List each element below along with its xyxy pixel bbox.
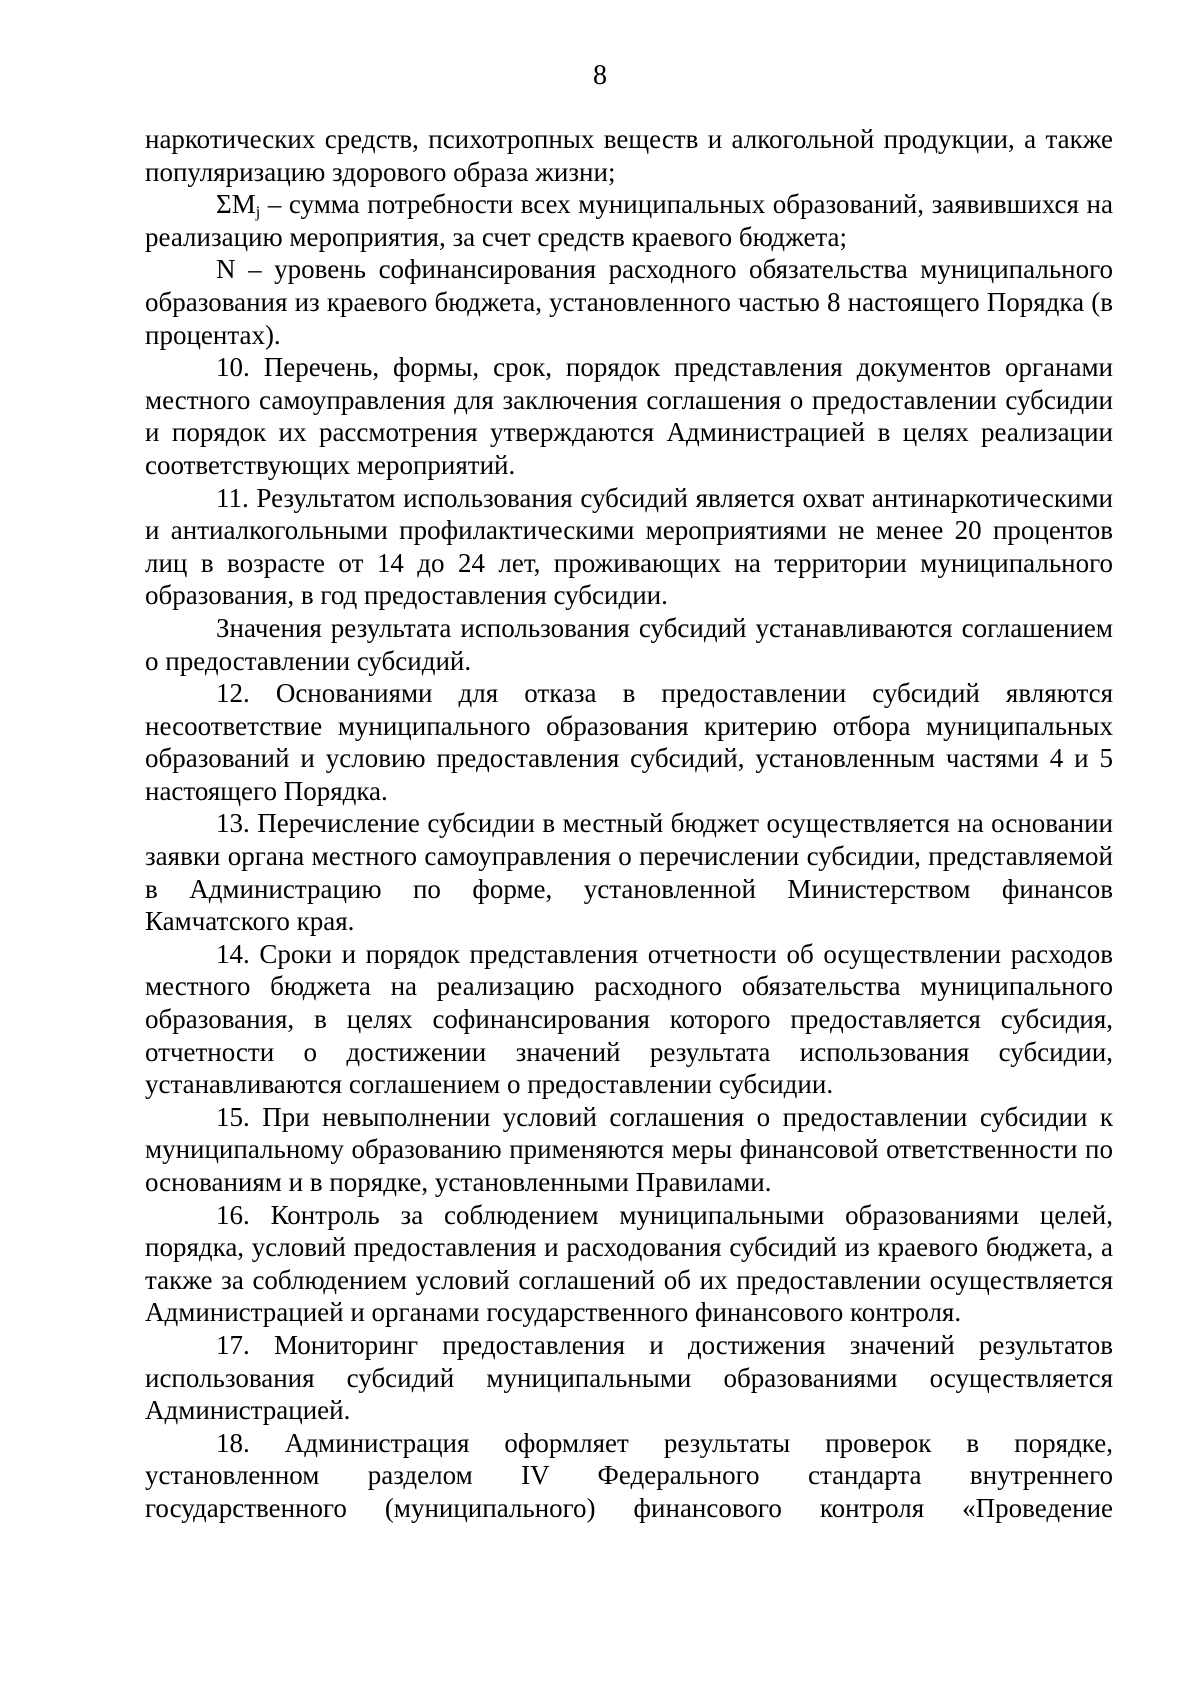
sum-subscript: j	[255, 203, 261, 222]
document-body	[145, 123, 1113, 1525]
paragraph-n-definition: N – уровень софинансирования расходного обязательства муниципального образования из краевого бюджета, установленного частью 8 настоящего Порядка (в процентах).	[145, 254, 1113, 350]
paragraph-18: 18. Администрация оформляет результаты проверок в порядке, установленном разделом IV Федерального стандарта внутреннего государственного (муниципального) финансового контроля «Проведение	[145, 1427, 1113, 1523]
paragraph-sum-definition	[145, 188, 1113, 253]
paragraph-12: 12. Основаниями для отказа в предоставлении субсидий являются несоответствие муниципального образования критерию отбора муниципальных образований и условию предоставления субсидий, установленным частями 4 и 5 настоящего Порядка.	[145, 678, 1113, 806]
paragraph-11-values: Значения результата использования субсидий устанавливаются соглашением о предоставлении субсидий.	[145, 612, 1113, 676]
paragraph-16: 16. Контроль за соблюдением муниципальными образованиями целей, порядка, условий предоставления и расходования субсидий из краевого бюджета, а также за соблюдением условий соглашений об их предоставлении осуществляется Администрацией и органами государственного финансового контроля.	[145, 1199, 1113, 1328]
paragraph-17: 17. Мониторинг предоставления и достижения значений результатов использования субсидий муниципальными образованиями осуществляется Администрацией.	[145, 1329, 1113, 1426]
sum-symbol: ΣM	[216, 189, 256, 220]
paragraph-15: 15. При невыполнении условий соглашения о предоставлении субсидии к муниципальному образованию применяются меры финансовой ответственности по основаниям и в порядке, установленными Правилами.	[145, 1101, 1113, 1197]
paragraph-11: 11. Результатом использования субсидий является охват антинаркотическими и антиалкогольными профилактическими мероприятиями не менее 20 процентов лиц в возрасте от 14 до 24 лет, проживающих на территории муниципального образования, в год предоставления субсидии.	[145, 482, 1113, 611]
paragraph-14: 14. Сроки и порядок представления отчетности об осуществлении расходов местного бюджета на реализацию расходного обязательства муниципального образования, в целях софинансирования которого предоставляется субсидия, отчетности о достижении значений результата использования субсидии, устанавливаются соглашением о предоставлении субсидии.	[145, 938, 1113, 1100]
page-number: 8	[593, 60, 607, 91]
paragraph-13: 13. Перечисление субсидии в местный бюджет осуществляется на основании заявки органа местного самоуправления о перечислении субсидии, представляемой в Администрацию по форме, установленной Министерством финансов Камчатского края.	[145, 808, 1113, 937]
paragraph-10: 10. Перечень, формы, срок, порядок представления документов органами местного самоуправления для заключения соглашения о предоставлении субсидии и порядок их рассмотрения утверждаются Администрацией в целях реализации соответствующих мероприятий.	[145, 352, 1113, 480]
sum-definition-text: – сумма потребности всех муниципальных образований, заявившихся на реализацию мероприятия, за счет средств краевого бюджета;	[145, 189, 1113, 252]
paragraph-continuation: наркотических средств, психотропных веществ и алкогольной продукции, а также популяризацию здорового образа жизни;	[145, 124, 1113, 187]
